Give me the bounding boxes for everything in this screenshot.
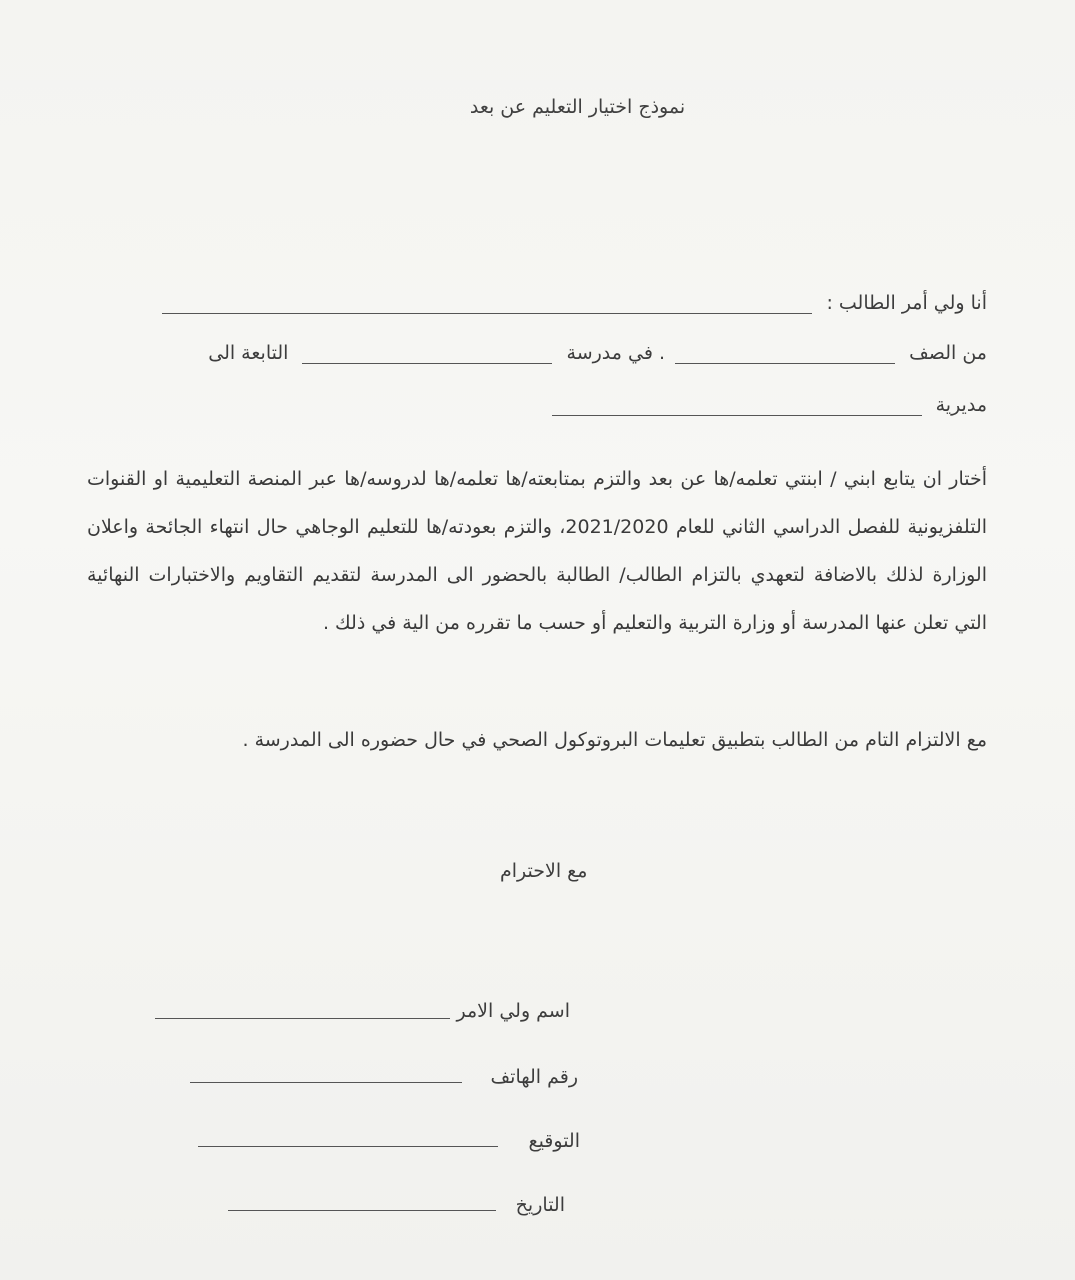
directorate-line	[552, 394, 987, 416]
directorate-label: مديرية	[935, 394, 987, 416]
signature-blank[interactable]	[198, 1132, 498, 1147]
guardian-name-label: اسم ولي الامر	[456, 1000, 570, 1022]
school-blank[interactable]	[302, 349, 552, 364]
affiliated-label: التابعة الى	[208, 342, 289, 364]
guardian-line	[162, 292, 987, 314]
student-name-blank[interactable]	[162, 299, 812, 314]
guardian-line-label: أنا ولي أمر الطالب :	[826, 292, 987, 314]
phone-label: رقم الهاتف	[490, 1066, 578, 1088]
phone-row	[490, 1066, 578, 1088]
date-row	[516, 1194, 565, 1216]
health-protocol-paragraph: مع الالتزام التام من الطالب بتطبيق تعليمات البروتوكول الصحي في حال حضوره الى المدرسة .	[242, 729, 987, 751]
guardian-name-blank[interactable]	[155, 1004, 450, 1019]
date-blank[interactable]	[228, 1196, 496, 1211]
grade-school-line	[208, 342, 987, 364]
commitment-paragraph: أختار ان يتابع ابني / ابنتي تعلمه/ها عن بعد والتزم بمتابعته/ها تعلمه/ها لدروسه/ها عبر المنصة التعليمية او القنوات التلفزيونية للفصل الدراسي الثاني للعام 2021/2020، والتزم بعودته/ها للتعليم الوجاهي حال انتهاء الجائحة واعلان الوزارة لذلك بالاضافة لتعهدي بالتزام الطالب/ الطالبة بالحضور الى المدرسة لتقديم التقاويم والاختبارات النهائية التي تعلن عنها المدرسة أو وزارة التربية والتعليم أو حسب ما تقرره من الية في ذلك .	[87, 468, 988, 634]
phone-blank[interactable]	[190, 1068, 462, 1083]
signature-row	[528, 1130, 580, 1152]
signature-label: التوقيع	[528, 1130, 580, 1152]
directorate-blank[interactable]	[552, 401, 922, 416]
guardian-name-row	[457, 1000, 571, 1022]
closing-text: مع الاحترام	[500, 860, 588, 882]
date-label: التاريخ	[515, 1194, 565, 1216]
form-title: نموذج اختيار التعليم عن بعد	[469, 96, 686, 118]
school-label: . في مدرسة	[566, 342, 665, 364]
grade-label: من الصف	[909, 342, 987, 364]
grade-blank[interactable]	[675, 349, 895, 364]
